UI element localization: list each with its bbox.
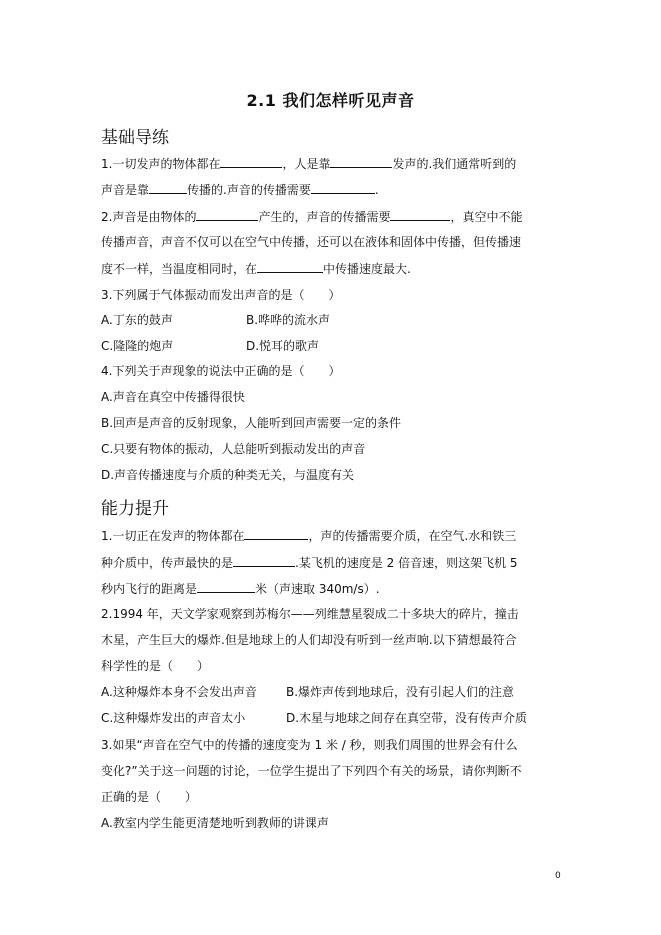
advanced-q2-line3: 科学性的是（ ） (101, 659, 210, 673)
basic-q4-option-a: A.声音在真空中传播得很快 (101, 390, 245, 404)
option-d: D.悦耳的歌声 (246, 339, 320, 353)
basic-q2-line2: 传播声音，声音不仅可以在空气中传播，还可以在液体和固体中传播，但传播速 (101, 235, 522, 249)
text: 秒内飞行的距离是 (101, 582, 198, 596)
option-c: C.这种爆炸发出的声音太小 (101, 711, 246, 725)
basic-q4-option-d: D.声音传播速度与介质的种类无关，与温度有关 (101, 468, 355, 482)
answer-blank (149, 181, 187, 194)
advanced-q2-options-ab (101, 684, 571, 700)
text: 1.一切发声的物体都在 (101, 157, 221, 171)
text: 度不一样，当温度相同时，在 (101, 262, 258, 276)
answer-blank (390, 208, 450, 221)
basic-q4-stem: 4.下列关于声现象的说法中正确的是（ ） (101, 364, 341, 378)
text: ，声的传播需要介质，在空气.水和铁三 (308, 529, 517, 543)
advanced-q3-line2: 变化?”关于这一问题的讨论，一位学生提出了下列四个有关的场景，请你判断不 (101, 764, 522, 778)
basic-q4-option-c: C.只要有物体的振动，人总能听到振动发出的声音 (101, 442, 366, 456)
basic-q1-line2 (101, 181, 571, 198)
advanced-q1-line2 (101, 554, 571, 571)
answer-blank (196, 208, 258, 221)
section-heading-advanced: 能力提升 (101, 499, 169, 519)
basic-q3-options-cd (101, 338, 571, 354)
basic-q3-stem: 3.下列属于气体振动而发出声音的是（ ） (101, 288, 341, 302)
text: 声音是靠 (101, 183, 150, 197)
advanced-q3-line1: 3.如果“声音在空气中的传播的速度变为 1 米 / 秒，则我们周围的世界会有什么 (101, 738, 518, 752)
advanced-q3-line3: 正确的是（ ） (101, 790, 198, 804)
option-d: D.木星与地球之间存在真空带，没有传声介质 (286, 711, 528, 725)
text: . (374, 183, 379, 197)
basic-q3-options-ab (101, 312, 571, 328)
option-a: A.这种爆炸本身不会发出声音 (101, 685, 257, 699)
option-c: C.隆隆的炮声 (101, 339, 174, 353)
basic-q1-line1 (101, 155, 571, 172)
answer-blank (330, 155, 392, 168)
advanced-q2-line2: 木星，产生巨大的爆炸.但是地球上的人们却没有听到一丝声响.以下猜想最符合 (101, 633, 517, 647)
basic-q2-line1 (101, 208, 571, 225)
section-heading-basic: 基础导练 (101, 128, 169, 148)
basic-q2-line3 (101, 260, 571, 277)
answer-blank (220, 155, 282, 168)
text: 中传播速度最大. (323, 262, 411, 276)
answer-blank (197, 580, 255, 593)
text: ，人是靠 (282, 157, 331, 171)
option-b: B.爆炸声传到地球后，没有引起人们的注意 (286, 685, 515, 699)
answer-blank (311, 181, 375, 194)
advanced-q3-option-a: A.教室内学生能更清楚地听到教师的讲课声 (101, 816, 329, 830)
answer-blank (244, 527, 308, 540)
page-number: 0 (555, 871, 561, 881)
text: .某飞机的速度是 2 倍音速，则这架飞机 5 (295, 556, 518, 570)
option-b: B.哗哗的流水声 (246, 313, 331, 327)
advanced-q2-line1: 2.1994 年，天文学家观察到苏梅尔——列维慧星裂成二十多块大的碎片，撞击 (101, 607, 519, 621)
advanced-q1-line3 (101, 580, 571, 597)
text: 种介质中，传声最快的是 (101, 556, 234, 570)
basic-q4-option-b: B.回声是声音的反射现象，人能听到回声需要一定的条件 (101, 416, 402, 430)
text: 1.一切正在发声的物体都在 (101, 529, 245, 543)
text: 米（声速取 340m/s）. (255, 582, 380, 596)
advanced-q1-line1 (101, 527, 571, 544)
answer-blank (257, 260, 323, 273)
text: 产生的，声音的传播需要 (258, 210, 391, 224)
text: 2.声音是由物体的 (101, 210, 197, 224)
text: ，真空中不能 (450, 210, 523, 224)
advanced-q2-options-cd (101, 710, 571, 726)
page-title: 2.1 我们怎样听见声音 (246, 91, 415, 110)
answer-blank (233, 554, 295, 567)
option-a: A.丁东的鼓声 (101, 313, 173, 327)
text: 传播的.声音的传播需要 (187, 183, 311, 197)
text: 发声的.我们通常听到的 (392, 157, 517, 171)
